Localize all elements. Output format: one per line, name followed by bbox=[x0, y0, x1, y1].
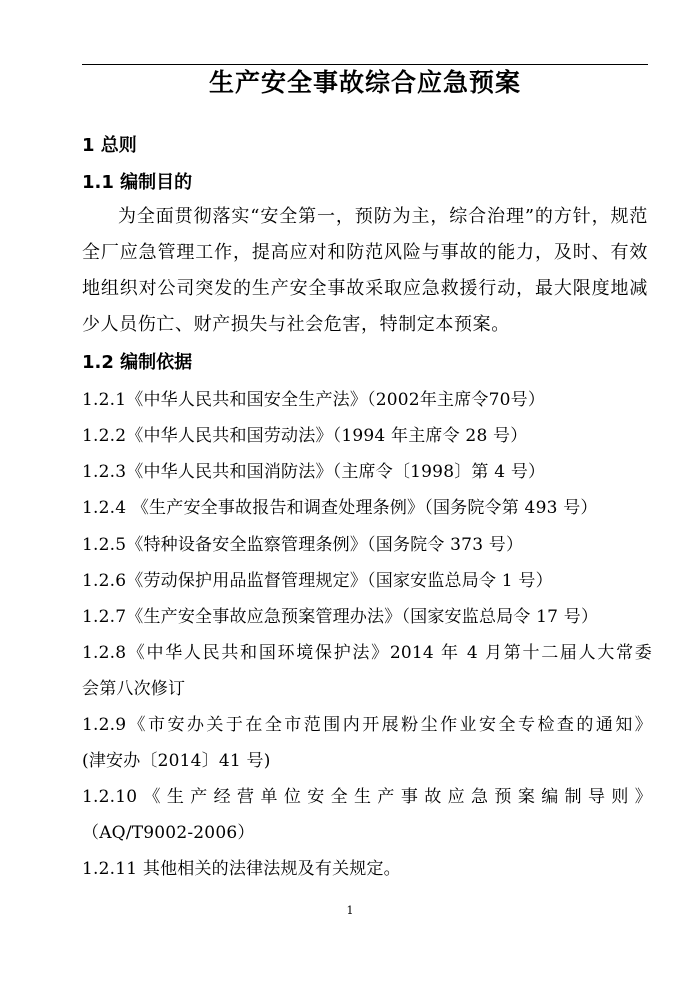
basis-item-10: 1.2.10《生产经营单位安全生产事故应急预案编制导则》 bbox=[82, 787, 652, 807]
basis-item-8-cont: 会第八次修订 bbox=[82, 679, 186, 699]
header-rule bbox=[82, 64, 648, 65]
page-number: 1 bbox=[346, 904, 354, 917]
basis-item-3: 1.2.3《中华人民共和国消防法》（主席令〔1998〕第 4 号） bbox=[82, 462, 546, 482]
basis-item-2: 1.2.2《中华人民共和国劳动法》（1994 年主席令 28 号） bbox=[82, 426, 528, 446]
section-1-2-heading: 1.2 编制依据 bbox=[82, 352, 193, 373]
section-1-1-heading: 1.1 编制目的 bbox=[82, 172, 193, 193]
basis-item-10-cont: （AQ/T9002-2006） bbox=[82, 823, 255, 843]
basis-item-5: 1.2.5《特种设备安全监察管理条例》（国务院令 373 号） bbox=[82, 535, 524, 555]
basis-item-4: 1.2.4 《生产安全事故报告和调查处理条例》（国务院令第 493 号） bbox=[82, 498, 598, 518]
basis-item-9-cont: (津安办〔2014〕41 号) bbox=[82, 751, 271, 771]
section-1-1-paragraph: 为全面贯彻落实“安全第一，预防为主，综合治理”的方针，规范全厂应急管理工作，提高应对和防范风险与事故的能力，及时、有效地组织对公司突发的生产安全事故采取应急救援行动，最大限度地减少人员伤亡、财产损失与社会危害，特制定本预案。 bbox=[82, 206, 648, 335]
section-1-heading: 1 总则 bbox=[82, 135, 137, 156]
basis-item-9: 1.2.9《市安办关于在全市范围内开展粉尘作业安全专检查的通知》 bbox=[82, 715, 652, 735]
basis-item-6: 1.2.6《劳动保护用品监督管理规定》（国家安监总局令 1 号） bbox=[82, 571, 553, 591]
basis-item-1: 1.2.1《中华人民共和国安全生产法》（2002年主席令70号） bbox=[82, 390, 546, 410]
document-title: 生产安全事故综合应急预案 bbox=[208, 68, 521, 97]
basis-item-8: 1.2.8《中华人民共和国环境保护法》2014 年 4 月第十二届人大常委 bbox=[82, 643, 652, 663]
basis-item-7: 1.2.7《生产安全事故应急预案管理办法》（国家安监总局令 17 号） bbox=[82, 607, 599, 627]
basis-item-11: 1.2.11 其他相关的法律法规及有关规定。 bbox=[82, 859, 401, 879]
